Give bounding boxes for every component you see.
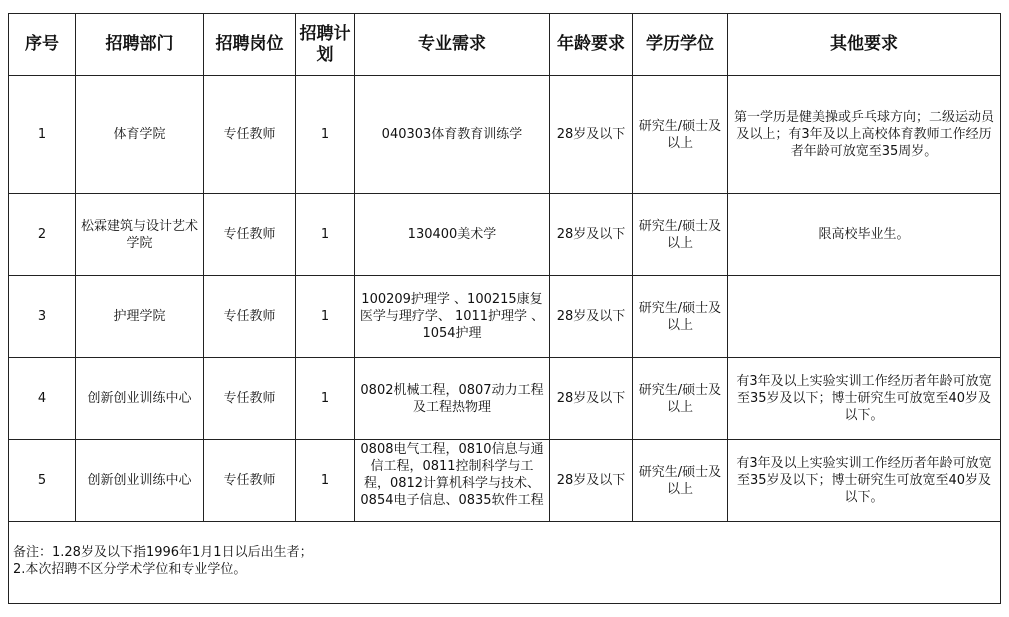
- cell-degree: 研究生/硕士及以上: [633, 276, 728, 358]
- table-row: [9, 194, 1001, 276]
- cell-post: 专任教师: [204, 440, 296, 522]
- cell-major: [355, 440, 550, 522]
- cell-age: 28岁及以下: [550, 440, 633, 522]
- cell-degree: 研究生/硕士及以上: [633, 76, 728, 194]
- cell-no: 5: [9, 440, 76, 522]
- cell-age: 28岁及以下: [550, 76, 633, 194]
- cell-age: 28岁及以下: [550, 276, 633, 358]
- table-row: [9, 358, 1001, 440]
- cell-degree: 研究生/硕士及以上: [633, 194, 728, 276]
- cell-age: 28岁及以下: [550, 194, 633, 276]
- cell-dept: 创新创业训练中心: [76, 358, 204, 440]
- cell-degree: 研究生/硕士及以上: [633, 440, 728, 522]
- cell-plan: 1: [296, 358, 355, 440]
- cell-post: 专任教师: [204, 358, 296, 440]
- note-line-2: 2.本次招聘不区分学术学位和专业学位。: [13, 562, 247, 577]
- header-age: 年龄要求: [550, 14, 633, 76]
- cell-plan: 1: [296, 276, 355, 358]
- cell-major: 100209护理学 、100215康复医学与理疗学、 1011护理学 、 1054护理: [355, 276, 550, 358]
- cell-plan: 1: [296, 194, 355, 276]
- cell-other: 有3年及以上实验实训工作经历者年龄可放宽至35岁及以下；博士研究生可放宽至40岁及以下。: [728, 440, 1001, 522]
- header-major: 专业需求: [355, 14, 550, 76]
- cell-major: 0802机械工程，0807动力工程及工程热物理: [355, 358, 550, 440]
- table-row: [9, 276, 1001, 358]
- cell-other: [728, 276, 1001, 358]
- cell-no: 1: [9, 76, 76, 194]
- cell-major: 130400美术学: [355, 194, 550, 276]
- cell-dept: 体育学院: [76, 76, 204, 194]
- cell-degree: 研究生/硕士及以上: [633, 358, 728, 440]
- notes-row: [9, 522, 1001, 604]
- cell-other: 限高校毕业生。: [728, 194, 1001, 276]
- cell-post: 专任教师: [204, 76, 296, 194]
- cell-major-text: 0808电气工程，0810信息与通信工程，0811控制科学与工程，0812计算机科学与技术、0854电子信息、0835软件工程: [360, 442, 544, 508]
- cell-major: 040303体育教育训练学: [355, 76, 550, 194]
- recruitment-table: [8, 13, 1001, 604]
- header-other: 其他要求: [728, 14, 1001, 76]
- header-dept: 招聘部门: [76, 14, 204, 76]
- cell-no: 4: [9, 358, 76, 440]
- cell-plan: 1: [296, 440, 355, 522]
- header-degree: 学历学位: [633, 14, 728, 76]
- cell-age: 28岁及以下: [550, 358, 633, 440]
- notes-cell: [9, 522, 1001, 604]
- cell-other: 第一学历是健美操或乒乓球方向；二级运动员及以上；有3年及以上高校体育教师工作经历者年龄可放宽至35周岁。: [728, 76, 1001, 194]
- header-post: 招聘岗位: [204, 14, 296, 76]
- cell-no: 3: [9, 276, 76, 358]
- header-plan: 招聘计划: [296, 14, 355, 76]
- header-no: 序号: [9, 14, 76, 76]
- cell-no: 2: [9, 194, 76, 276]
- cell-post: 专任教师: [204, 194, 296, 276]
- table-header-row: [9, 14, 1001, 76]
- note-line-1: 备注：1.28岁及以下指1996年1月1日以后出生者；: [13, 545, 313, 560]
- cell-other: 有3年及以上实验实训工作经历者年龄可放宽至35岁及以下；博士研究生可放宽至40岁及以下。: [728, 358, 1001, 440]
- cell-dept: 护理学院: [76, 276, 204, 358]
- cell-dept: 松霖建筑与设计艺术学院: [76, 194, 204, 276]
- cell-post: 专任教师: [204, 276, 296, 358]
- table-row: [9, 76, 1001, 194]
- cell-dept: 创新创业训练中心: [76, 440, 204, 522]
- table-row: [9, 440, 1001, 522]
- cell-plan: 1: [296, 76, 355, 194]
